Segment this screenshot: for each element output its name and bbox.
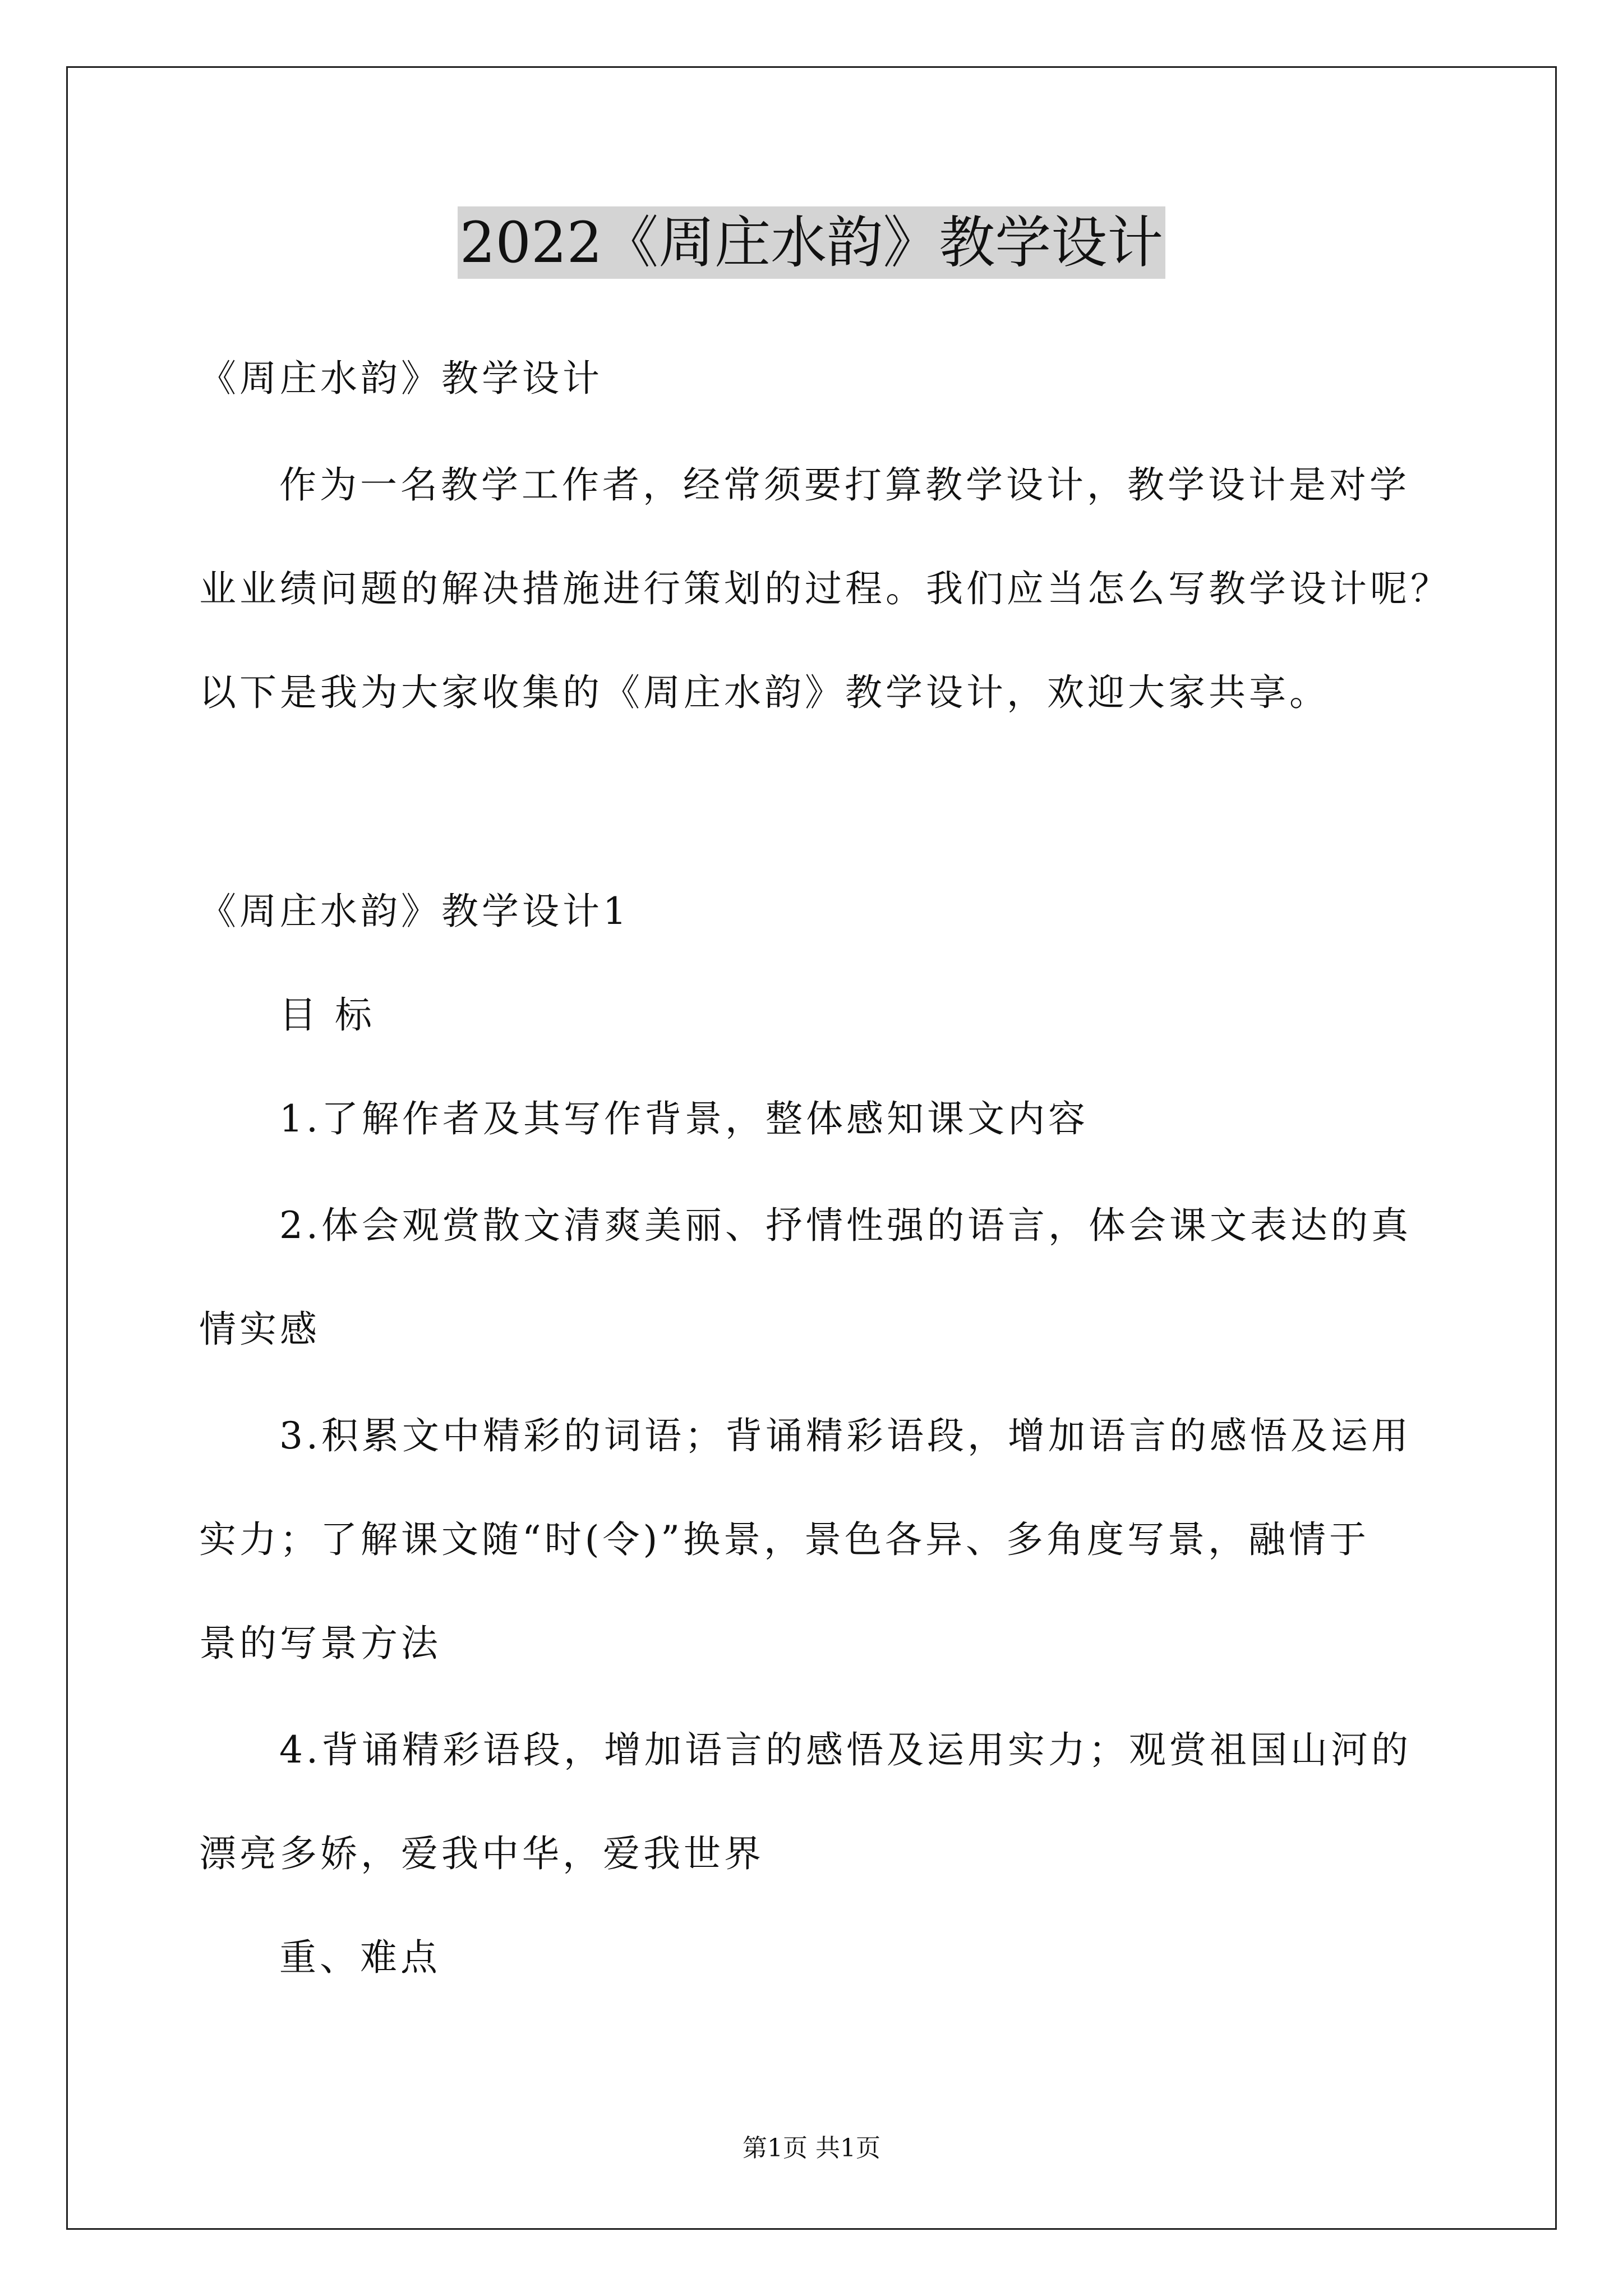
page-footer: 第1页 共1页 (743, 2134, 880, 2162)
list-item: 4.背诵精彩语段，增加语言的感悟及运用实力；观赏祖国山河的 (279, 1728, 1412, 1772)
list-item-continuation: 漂亮多娇，爱我中华，爱我世界 (199, 1832, 764, 1875)
subtitle: 《周庄水韵》教学设计 (199, 357, 603, 400)
document-title: 2022《周庄水韵》教学设计 (0, 206, 1623, 279)
list-item-continuation: 景的写景方法 (199, 1622, 441, 1665)
subheading-goals: 目 标 (279, 993, 375, 1037)
list-item: 3.积累文中精彩的词语；背诵精彩语段，增加语言的感悟及运用 (279, 1414, 1412, 1457)
paragraph-line: 作为一名教学工作者，经常须要打算教学设计，教学设计是对学 (279, 463, 1410, 507)
section-heading: 《周庄水韵》教学设计1 (199, 890, 630, 933)
paragraph-line: 以下是我为大家收集的《周庄水韵》教学设计，欢迎大家共享。 (199, 671, 1330, 714)
list-item: 2.体会观赏散文清爽美丽、抒情性强的语言，体会课文表达的真 (279, 1204, 1412, 1247)
list-item-continuation: 情实感 (199, 1308, 320, 1351)
subheading-key-points: 重、难点 (279, 1936, 441, 1979)
list-item: 1.了解作者及其写作背景，整体感知课文内容 (279, 1097, 1089, 1140)
list-item-continuation: 实力；了解课文随“时(令)”换景，景色各异、多角度写景，融情于 (199, 1518, 1370, 1561)
paragraph-line: 业业绩问题的解决措施进行策划的过程。我们应当怎么写教学设计呢？ (199, 567, 1451, 610)
